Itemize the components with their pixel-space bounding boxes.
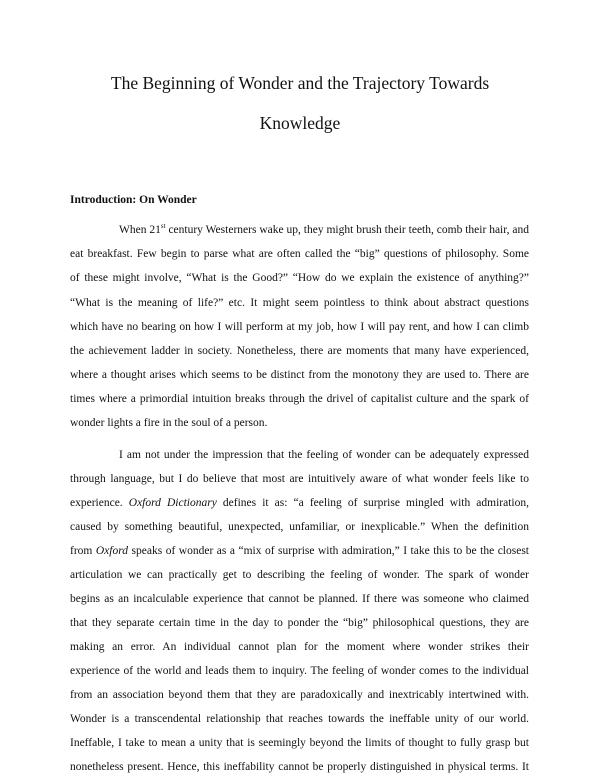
paragraph-2-line-13: Ineffable, I take to mean a unity that is seemingly beyond the limits of thought to fully grasp but (70, 737, 529, 749)
paragraph-2-line-1: I am not under the impression that the feeling of wonder can be adequately expressed (119, 449, 529, 461)
paragraph-2-line-14: nonetheless present. Hence, this ineffability cannot be properly distinguished in physical terms. It (70, 761, 529, 773)
paragraph-1-line-5: which have no bearing on how I will perform at my job, how I will pay rent, and how I can climb (70, 321, 529, 333)
paragraph-1-line-6: the achievement ladder in society. Nonetheless, there are moments that many have experienced, (70, 345, 529, 357)
paragraph-1-line-8: times where a primordial intuition breaks through the drivel of capitalist culture and the spark of (70, 393, 529, 405)
oxford-dictionary-citation: Oxford Dictionary (128, 497, 217, 509)
paragraph-2-line-5: from Oxford speaks of wonder as a “mix of surprise with admiration,” I take this to be the closest (70, 545, 530, 557)
paragraph-2-line-6: articulation we can practically get to describing the feeling of wonder. The spark of wonder (70, 569, 529, 581)
paragraph-1-line-3: of these might involve, “What is the Good?” “How do we explain the existence of anything?” (70, 272, 529, 284)
paragraph-2-line-2: through language, but I do believe that most are intuitively aware of what wonder feels like to (70, 473, 529, 485)
section-heading: Introduction: On Wonder (70, 194, 197, 206)
paragraph-1-line-1: When 21st century Westerners wake up, they might brush their teeth, comb their hair, and (119, 222, 529, 236)
paragraph-1-line-2: eat breakfast. Few begin to parse what are often called the “big” questions of philosophy. Some (70, 248, 529, 260)
paragraph-2-line-8: that they separate certain time in the day to ponder the “big” philosophical questions, they are (70, 617, 529, 629)
document-title-line-1: The Beginning of Wonder and the Trajectory Towards (110, 73, 490, 93)
paragraph-2-line-10: experience of the world and leads them to inquiry. The feeling of wonder comes to the individual (70, 665, 529, 677)
paragraph-1-line-9: wonder lights a fire in the soul of a person. (70, 417, 268, 429)
paragraph-2-line-9: making an error. An individual cannot plan for the moment where wonder strikes their (70, 641, 529, 653)
ordinal-superscript: st (160, 222, 166, 230)
paragraph-2-line-7: begins as an incalculable experience that cannot be planned. If there was someone who claimed (70, 593, 529, 605)
paragraph-2-line-4: caused by something beautiful, unexpected, unfamiliar, or inexplicable.” When the definition (70, 521, 529, 533)
paragraph-1-line-7: where a thought arises which seems to be distinct from the monotony they are used to. There are (70, 369, 529, 381)
paragraph-2-line-11: from an association beyond them that they are paradoxically and inextricably intertwined with. (70, 689, 529, 701)
document-title-line-2: Knowledge (259, 113, 341, 133)
paragraph-2-line-3: experience. Oxford Dictionary defines it as: “a feeling of surprise mingled with admiration, (70, 497, 530, 509)
oxford-citation: Oxford (95, 545, 129, 557)
paragraph-2-line-12: Wonder is a transcendental relationship that reaches towards the ineffable unity of our world. (70, 713, 529, 725)
paragraph-1-line-4: “What is the meaning of life?” etc. It might seem pointless to think about abstract questions (70, 297, 529, 309)
